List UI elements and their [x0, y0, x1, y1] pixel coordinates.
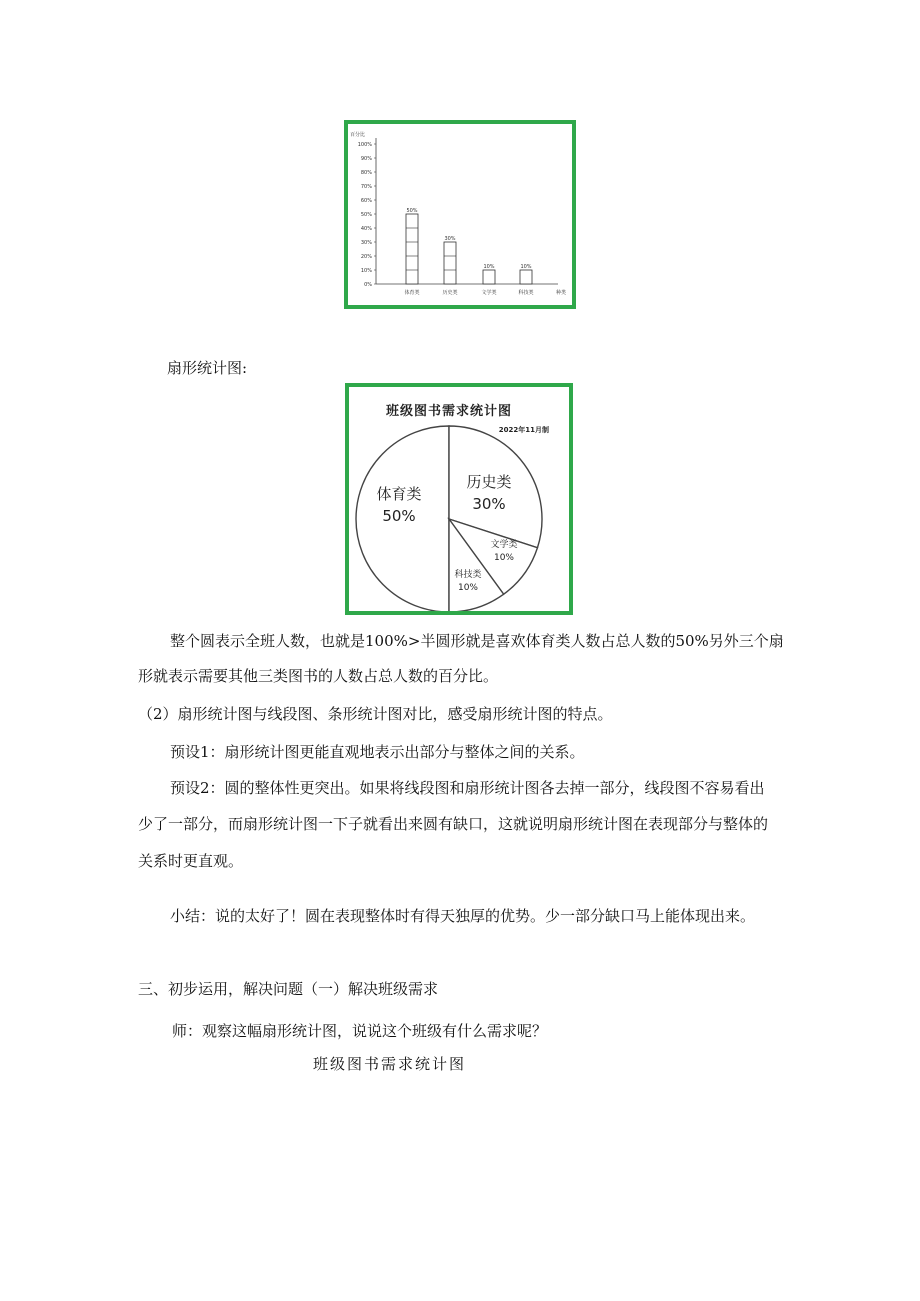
para-1-line-1: 整个圆表示全班人数，也就是100%>半圆形就是喜欢体育类人数占总人数的50%另外三个扇	[170, 632, 784, 650]
y-tick-label: 0%	[364, 282, 372, 288]
y-tick-label: 30%	[360, 240, 372, 246]
pie-slice-name: 文学类	[490, 540, 518, 550]
pie-title: 班级图书需求统计图	[385, 404, 513, 419]
y-tick-label: 20%	[360, 254, 372, 260]
bar	[520, 270, 532, 284]
y-tick-label: 40%	[360, 226, 372, 232]
y-tick-label: 80%	[360, 170, 372, 176]
x-axis-title: 种类	[555, 290, 567, 296]
bar-value-label: 50%	[406, 208, 418, 214]
pie-chart	[349, 387, 569, 611]
bar-chart	[348, 124, 572, 305]
y-tick-label: 10%	[360, 268, 372, 274]
bar-value-label: 30%	[444, 236, 456, 242]
y-tick-label: 100%	[357, 142, 372, 148]
bar-value-label: 10%	[520, 264, 532, 270]
bar	[483, 270, 495, 284]
pie-slice-percent: 10%	[493, 553, 515, 563]
pie-slice-name: 体育类	[376, 485, 422, 503]
bar-chart-frame	[344, 120, 576, 309]
pie-slice-percent: 10%	[457, 583, 479, 593]
para-4-line-2: 少了一部分，而扇形统计图一下子就看出来圆有缺口，这就说明扇形统计图在表现部分与整体的	[138, 815, 769, 833]
x-tick-label: 历史类	[442, 290, 458, 296]
y-axis-title: 百分比	[350, 132, 366, 138]
pie-chart-frame	[345, 383, 573, 615]
bar	[444, 242, 456, 284]
y-tick-label: 60%	[360, 198, 372, 204]
pie-date: 2022年11月制	[498, 426, 549, 434]
pie-slice-percent: 30%	[472, 495, 506, 513]
pie-slice-name: 科技类	[454, 570, 482, 580]
y-tick-label: 90%	[360, 156, 372, 162]
pie-heading: 扇形统计图:	[167, 359, 248, 377]
x-tick-label: 科技类	[518, 290, 534, 296]
bar-value-label: 10%	[483, 264, 495, 270]
section-heading-3: 三、初步运用，解决问题（一）解决班级需求	[138, 980, 439, 998]
x-tick-label: 体育类	[404, 290, 420, 296]
para-4-line-3: 关系时更直观。	[138, 852, 244, 870]
y-tick-label: 50%	[360, 212, 372, 218]
teacher-question: 师：观察这幅扇形统计图，说说这个班级有什么需求呢？	[172, 1022, 548, 1040]
bar	[406, 214, 418, 284]
pie-slice-percent: 50%	[382, 507, 416, 525]
chart-caption: 班级图书需求统计图	[313, 1055, 467, 1073]
para-3: 预设1：扇形统计图更能直观地表示出部分与整体之间的关系。	[170, 743, 585, 761]
y-tick-label: 70%	[360, 184, 372, 190]
para-2: （2）扇形统计图与线段图、条形统计图对比，感受扇形统计图的特点。	[138, 705, 613, 723]
x-tick-label: 文学类	[481, 290, 497, 296]
para-4-line-1: 预设2：圆的整体性更突出。如果将线段图和扇形统计图各去掉一部分，线段图不容易看出	[170, 779, 765, 797]
para-1-line-2: 形就表示需要其他三类图书的人数占总人数的百分比。	[138, 667, 499, 685]
pie-slice-name: 历史类	[466, 473, 512, 491]
summary: 小结：说的太好了！圆在表现整体时有得天独厚的优势。少一部分缺口马上能体现出来。	[170, 907, 756, 925]
